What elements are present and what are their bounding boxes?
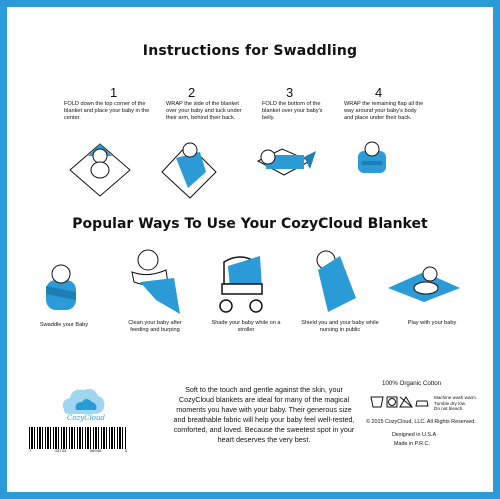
care-line-1: Machine wash warm. xyxy=(434,395,478,400)
step-3-text: FOLD the bottom of the blanket over your baby's belly. xyxy=(262,101,323,121)
use-caption-shade: Shade your baby while on a stroller xyxy=(211,320,281,333)
use-caption-swaddle: Swaddle your Baby xyxy=(39,322,89,328)
instructions-title: Instructions for Swaddling xyxy=(142,43,358,59)
step-1-number: 1 xyxy=(110,85,118,100)
use-caption-shield: Shield you and your baby while nursing in public xyxy=(301,320,379,333)
burping-illustration xyxy=(126,248,186,318)
barcode-numbers xyxy=(29,450,127,454)
care-symbols-icon xyxy=(370,395,432,409)
made-in: Made in P.R.C. xyxy=(394,441,430,447)
copyright: © 2015 CozyCloud, LLC. All Rights Reserved. xyxy=(366,419,476,425)
step-4-number: 4 xyxy=(375,85,383,100)
barcode-digit-3: 39046 xyxy=(89,450,102,454)
step-4-illustration xyxy=(350,135,410,195)
use-caption-play: Play with your baby xyxy=(407,320,457,326)
step-2-number: 2 xyxy=(188,85,196,100)
step-2-illustration xyxy=(160,132,240,202)
cozycloud-logo-icon xyxy=(58,384,108,418)
care-line-3: Do not bleach. xyxy=(434,406,464,411)
stroller-illustration xyxy=(210,252,282,316)
barcode xyxy=(29,427,127,449)
swaddle-illustration xyxy=(40,262,90,317)
use-caption-clean: Clean your baby after feeding and burping xyxy=(128,320,182,333)
care-line-2: Tumble dry low. xyxy=(434,400,466,406)
barcode-digit-2: 43734 xyxy=(54,450,67,454)
care-instructions xyxy=(434,395,490,412)
popular-uses-title: Popular Ways To Use Your CozyCloud Blanket xyxy=(72,216,428,232)
step-2-text: WRAP the side of the blanket over your baby and tuck under their arm, behind their back. xyxy=(166,101,242,121)
step-3-illustration xyxy=(252,135,332,195)
step-1-illustration xyxy=(70,140,150,200)
product-description: Soft to the touch and gentle against the skin, your CozyCloud blankets are ideal for many of the magical moments you have with your baby. Their generous size and breathable fabric will help your baby feel well-rested, comforted, and loved. Because the sweetest spot in your heart deserves the very best. xyxy=(173,385,355,444)
brand-logo-text: CozyCloud xyxy=(67,414,106,422)
nursing-illustration xyxy=(310,248,370,318)
designed-in: Designed in U.S.A xyxy=(392,432,437,438)
step-3-number: 3 xyxy=(286,85,294,100)
play-illustration xyxy=(386,262,466,312)
material-info: 100% Organic Cotton xyxy=(382,380,442,387)
step-4-text: WRAP the remaining flap all the way around your baby's body and place under their back. xyxy=(344,101,424,121)
step-1-text: FOLD down the top corner of the blanket and place your baby in the center. xyxy=(64,101,150,121)
barcode-digit-1: 7 xyxy=(29,450,32,454)
barcode-digit-4: 3 xyxy=(124,450,127,454)
